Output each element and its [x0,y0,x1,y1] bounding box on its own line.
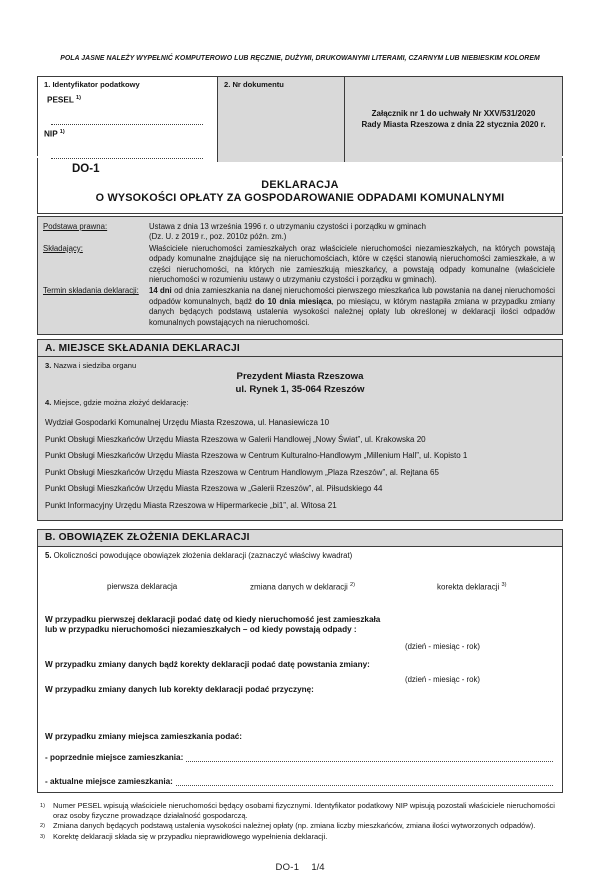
filer-label: Składający: [43,243,83,253]
footnote-3: 3) Korektę deklaracji składa się w przypadku nieprawidłowego wypełnienia deklaracji. [40,832,328,842]
filer-text: Właściciele nieruchomości zamieszkałych oraz właściciele nieruchomości niezamieszkałych, na których powstają odpady komunalne znajdujące się na nieruchomościach, które w części stanowią nieruchomości zamieszkałe, a w części nieruchomości, na których nie zamieszkują mieszkańcy, a powstają odpady komunalne (właściciele nieruchomości w rozumieniu ustawy o utrzymaniu czystości i porządku w gminach). [149,243,555,285]
title-box [37,158,563,214]
footnote-2: 2) Zmiana danych będących podstawą ustalenia wysokości należnej opłaty (np. zmiana liczby mieszkańców, zmiana ilości wytworzonych odpadów). [40,821,536,831]
attachment-note [345,77,562,162]
taxpayer-id-title: 1. Identyfikator podatkowy [44,80,140,89]
form-body [37,76,563,793]
pesel-footnote-ref: 1) [75,95,81,101]
page-footer [0,862,600,873]
pesel-label: PESEL $^{1)}$ [47,95,81,105]
option-data-change-footnote-ref: 2) [350,581,356,588]
taxpayer-id-box [38,77,218,162]
current-residence-row [45,776,555,786]
document-number-title: 2. Nr dokumentu [224,80,284,89]
identification-row [37,76,563,156]
section-b-header: B. OBOWIĄZEK ZŁOŻENIA DEKLARACJI [37,529,563,547]
change-date-instruction: W przypadku zmiany danych bądź korekty deklaracji podać datę powstania zmiany: [45,659,370,669]
legal-basis-label: Podstawa prawna: [43,222,108,231]
option-data-change[interactable]: zmiana danych w deklaracji $^{2)}$ [250,581,356,592]
form-title-line1: DEKLARACJA [261,179,339,191]
field-5-label: 5. Okoliczności powodujące obowiązek złożenia deklaracji (zaznaczyć właściwy kwadrat) [45,550,353,560]
declaration-type-options [45,582,555,592]
date-format-hint-2: (dzień - miesiąc - rok) [405,674,480,684]
field-4-label: 4. Miejsce, gdzie można złożyć deklarację: [45,398,189,408]
change-reason-instruction: W przypadku zmiany danych lub korekty deklaracji podać przyczynę: [45,684,314,694]
submission-location: Wydział Gospodarki Komunalnej Urzędu Miasta Rzeszowa, ul. Hanasiewicza 10 [45,418,330,428]
submission-location: Punkt Informacyjny Urzędu Miasta Rzeszowa w Hipermarkecie „bi1”, al. Witosa 21 [45,500,337,510]
option-correction-footnote-ref: 3) [501,581,507,588]
deadline-row [43,286,555,328]
footnote-1: 1) Numer PESEL wpisują właściciele nieruchomości będący osobami fizycznymi. Identyfikator podatkowy NIP wpisują pozostali właściciele nieruchomości oraz osoby fizyczne prowadzące działalność gospodarczą. [40,801,555,821]
organ-name: Prezydent Miasta Rzeszowa [236,371,364,383]
previous-residence-row [45,752,555,762]
footnotes [40,801,563,842]
previous-residence-label: - poprzednie miejsce zamieszkania: [45,753,184,763]
previous-residence-input-line[interactable] [186,752,553,762]
organ-address: ul. Rynek 1, 35-064 Rzeszów [235,384,365,396]
submission-location: Punkt Obsługi Mieszkańców Urzędu Miasta Rzeszowa w Centrum Kulturalno-Handlowym „Millenium Hall”, ul. Kopisto 1 [45,451,468,461]
filer-row [43,244,555,286]
option-first-declaration[interactable]: pierwsza deklaracja [107,581,178,591]
fill-instruction: POLA JASNE NALEŻY WYPEŁNIĆ KOMPUTEROWO LUB RĘCZNIE, DUŻYMI, DRUKOWANYMI LITERAMI, CZARNYM LUB NIEBIESKIM KOLOREM [60,55,540,62]
section-b-body [37,547,563,794]
section-a-body [37,357,563,521]
footer-form-code: DO-1 [275,862,300,873]
submission-location: Punkt Obsługi Mieszkańców Urzędu Miasta Rzeszowa w Galerii Handlowej „Nowy Świat”, ul. Krakowska 20 [45,434,426,444]
nip-label: NIP $^{1)}$ [44,128,65,139]
submission-location: Punkt Obsługi Mieszkańców Urzędu Miasta Rzeszowa w „Galerii Rzeszów”, al. Piłsudskiego 44 [45,484,383,494]
first-declaration-date-instruction: W przypadku pierwszej deklaracji podać datę od kiedy nieruchomość jest zamieszkała lub w przypadku nieruchomości niezamieszkałych – od kiedy powstają odpady : [45,615,381,635]
nip-input-line[interactable] [51,147,203,159]
submission-location: Punkt Obsługi Mieszkańców Urzędu Miasta Rzeszowa w Centrum Handlowym „Plaza Rzeszów”, al. Rejtana 65 [45,467,439,477]
attachment-line2: Rady Miasta Rzeszowa z dnia 22 stycznia 2020 r. [361,119,546,129]
form-code: DO-1 [72,163,100,175]
legal-basis-row [43,222,555,243]
section-a-header: A. MIEJSCE SKŁADANIA DEKLARACJI [37,339,563,357]
nip-footnote-ref: 1) [59,128,65,135]
legal-basis-text: Ustawa z dnia 13 września 1996 r. o utrzymaniu czystości i porządku w gminach (Dz. U. z 2019 r., poz. 2010z późn. zm.) [149,222,426,242]
footer-page-number: 1/4 [311,862,325,873]
pesel-input-line[interactable] [51,113,203,125]
current-residence-input-line[interactable] [176,776,553,786]
document-number-box[interactable] [218,77,345,162]
residence-change-instruction: W przypadku zmiany miejsca zamieszkania podać: [45,732,243,742]
deadline-text: 14 dni od dnia zamieszkania na danej nieruchomości pierwszego mieszkańca lub powstania na danej nieruchomości odpadów komunalnych, bądź do 10 dnia miesiąca, po miesiącu, w którym nastąpiła zmiana w przypadku zmiany danych będących podstawą ustalenia wysokości należnej opłaty lub określonej w deklaracji ilości odpadów komunalnych powstających na nieruchomości. [149,286,556,327]
legal-basis-box [37,216,563,335]
current-residence-label: - aktualne miejsce zamieszkania: [45,777,173,787]
attachment-line1: Załącznik nr 1 do uchwały Nr XXV/531/2020 [371,109,536,119]
field-3-label: 3. Nazwa i siedziba organu [45,361,137,371]
deadline-label: Termin składania deklaracji: [43,286,139,296]
option-correction[interactable]: korekta deklaracji $^{3)}$ [437,581,507,592]
form-title-line2: O WYSOKOŚCI OPŁATY ZA GOSPODAROWANIE ODPADAMI KOMUNALNYMI [95,192,505,204]
date-format-hint-1: (dzień - miesiąc - rok) [405,641,480,651]
